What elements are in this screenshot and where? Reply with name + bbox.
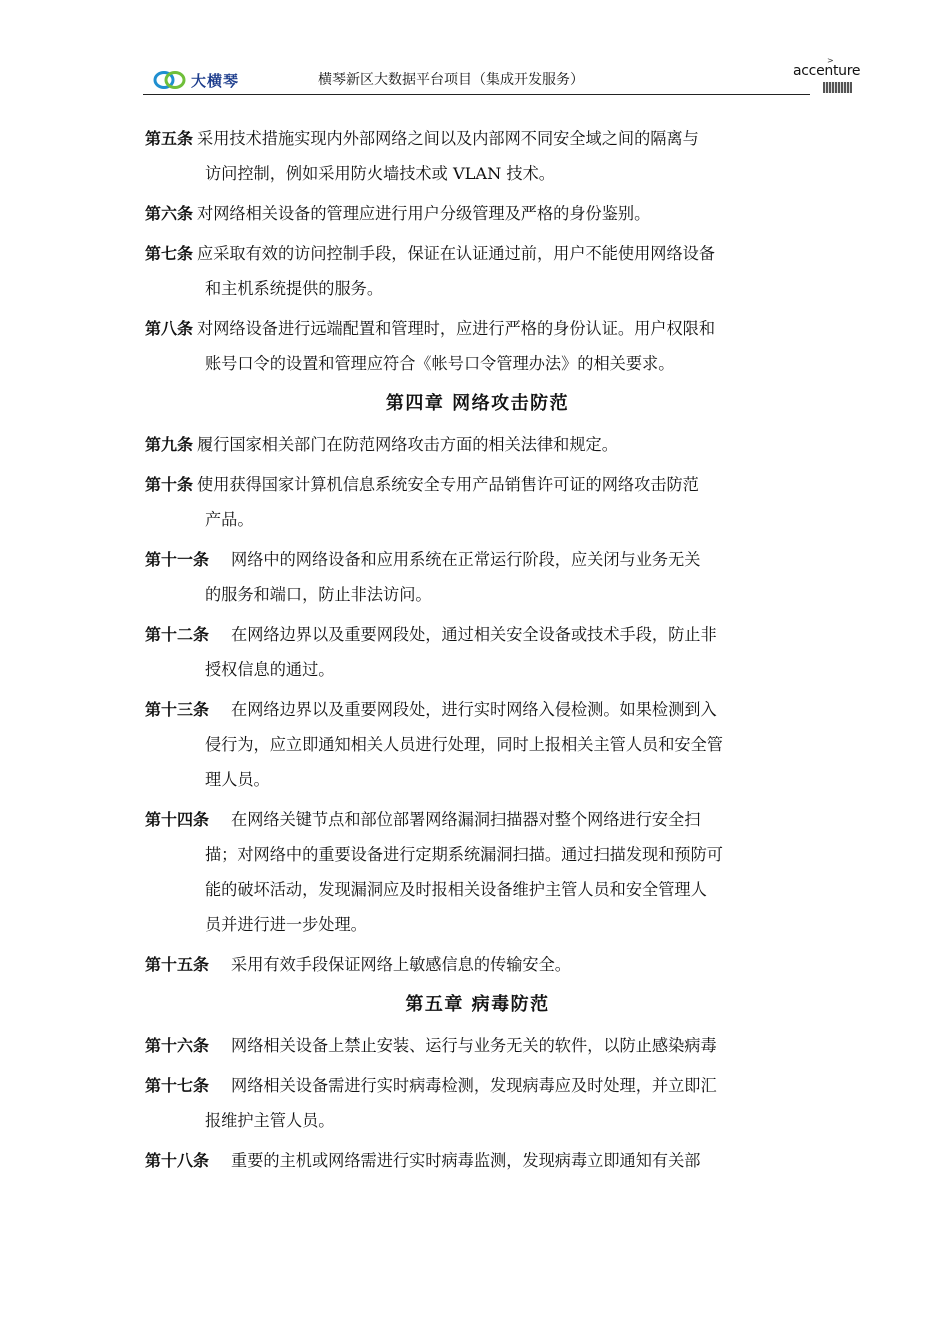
- article-first-line: [145, 121, 810, 156]
- article-text: 应采取有效的访问控制手段，保证在认证通过前，用户不能使用网络设备: [197, 244, 716, 263]
- article: [145, 802, 810, 942]
- article-text: 对网络设备进行远端配置和管理时，应进行严格的身份认证。用户权限和: [197, 319, 716, 338]
- article-first-line: [145, 236, 810, 271]
- article: [145, 947, 810, 982]
- dahengqin-logo: [153, 68, 239, 92]
- article-text: 网络相关设备需进行实时病毒检测，发现病毒应及时处理，并立即汇: [231, 1076, 717, 1095]
- article-continuation-line: 侵行为，应立即通知相关人员进行处理，同时上报相关主管人员和安全管: [205, 735, 723, 754]
- chapter-heading: 第五章 病毒防范: [405, 994, 550, 1015]
- article-first-line: [145, 467, 810, 502]
- article-first-line: [145, 542, 810, 577]
- article-first-line: [145, 311, 810, 346]
- article-label: 第八条: [145, 319, 194, 338]
- article-continuation-line: 员并进行进一步处理。: [205, 915, 367, 934]
- article-text: 履行国家相关部门在防范网络攻击方面的相关法律和规定。: [197, 435, 618, 454]
- article-label: 第十三条: [145, 700, 210, 719]
- accenture-logo-text: accenture: [793, 63, 861, 79]
- article-text: 网络相关设备上禁止安装、运行与业务无关的软件，以防止感染病毒: [231, 1036, 717, 1055]
- article-label: 第十条: [145, 475, 194, 494]
- article-label: 第六条: [145, 204, 194, 223]
- document-body: [145, 121, 810, 1183]
- article-first-line: [145, 1028, 810, 1063]
- article-label: 第十四条: [145, 810, 210, 829]
- article-continuation-line: 报维护主管人员。: [205, 1111, 335, 1130]
- article: [145, 121, 810, 191]
- article: [145, 467, 810, 537]
- article-first-line: [145, 427, 810, 462]
- article-label: 第十八条: [145, 1151, 210, 1170]
- article-label: 第九条: [145, 435, 194, 454]
- page-header: [143, 58, 810, 95]
- article-text: 对网络相关设备的管理应进行用户分级管理及严格的身份鉴别。: [197, 204, 651, 223]
- article-text: 使用获得国家计算机信息系统安全专用产品销售许可证的网络攻击防范: [197, 475, 699, 494]
- article-text: 采用有效手段保证网络上敏感信息的传输安全。: [231, 955, 571, 974]
- article-text: 在网络边界以及重要网段处，进行实时网络入侵检测。如果检测到入: [231, 700, 717, 719]
- article-continuation-line: 访问控制，例如采用防火墙技术或 VLAN 技术。: [205, 164, 555, 183]
- article: [145, 1068, 810, 1138]
- article-label: 第五条: [145, 129, 194, 148]
- article: [145, 236, 810, 306]
- article-continuation-line: 理人员。: [205, 770, 270, 789]
- accenture-chinese-mark: [823, 82, 852, 93]
- dahengqin-logo-icon: [153, 70, 187, 90]
- article-first-line: [145, 692, 810, 727]
- chapter-heading: 第四章 网络攻击防范: [385, 393, 570, 414]
- article-first-line: [145, 947, 810, 982]
- article-continuation-line: 描；对网络中的重要设备进行定期系统漏洞扫描。通过扫描发现和预防可: [205, 845, 723, 864]
- article-continuation-line: 账号口令的设置和管理应符合《帐号口令管理办法》的相关要求。: [205, 354, 675, 373]
- article-first-line: [145, 1143, 810, 1178]
- article-text: 采用技术措施实现内外部网络之间以及内部网不同安全域之间的隔离与: [197, 129, 699, 148]
- article: [145, 1028, 810, 1063]
- article-first-line: [145, 802, 810, 837]
- article: [145, 542, 810, 612]
- article-continuation-line: 和主机系统提供的服务。: [205, 279, 384, 298]
- article: [145, 1143, 810, 1178]
- article-label: 第十六条: [145, 1036, 210, 1055]
- article-continuation-line: 产品。: [205, 510, 254, 529]
- article-label: 第七条: [145, 244, 194, 263]
- article: [145, 311, 810, 381]
- dahengqin-logo-text: 大横琴: [191, 71, 240, 90]
- article: [145, 196, 810, 231]
- article-text: 在网络边界以及重要网段处，通过相关安全设备或技术手段，防止非: [231, 625, 717, 644]
- article-first-line: [145, 617, 810, 652]
- article-continuation-line: 的服务和端口，防止非法访问。: [205, 585, 432, 604]
- article-first-line: [145, 196, 810, 231]
- accenture-mark-icon: >: [827, 56, 834, 65]
- article-label: 第十二条: [145, 625, 210, 644]
- article-label: 第十一条: [145, 550, 210, 569]
- article: [145, 692, 810, 797]
- article-text: 网络中的网络设备和应用系统在正常运行阶段，应关闭与业务无关: [231, 550, 701, 569]
- header-title: 横琴新区大数据平台项目（集成开发服务）: [318, 72, 584, 88]
- article: [145, 617, 810, 687]
- accenture-logo: [793, 56, 863, 98]
- article-text: 在网络关键节点和部位部署网络漏洞扫描器对整个网络进行安全扫: [231, 810, 701, 829]
- article-label: 第十七条: [145, 1076, 210, 1095]
- article-text: 重要的主机或网络需进行实时病毒监测，发现病毒立即通知有关部: [231, 1151, 701, 1170]
- article-label: 第十五条: [145, 955, 210, 974]
- article: [145, 427, 810, 462]
- article-continuation-line: 能的破坏活动，发现漏洞应及时报相关设备维护主管人员和安全管理人: [205, 880, 707, 899]
- article-first-line: [145, 1068, 810, 1103]
- article-continuation-line: 授权信息的通过。: [205, 660, 335, 679]
